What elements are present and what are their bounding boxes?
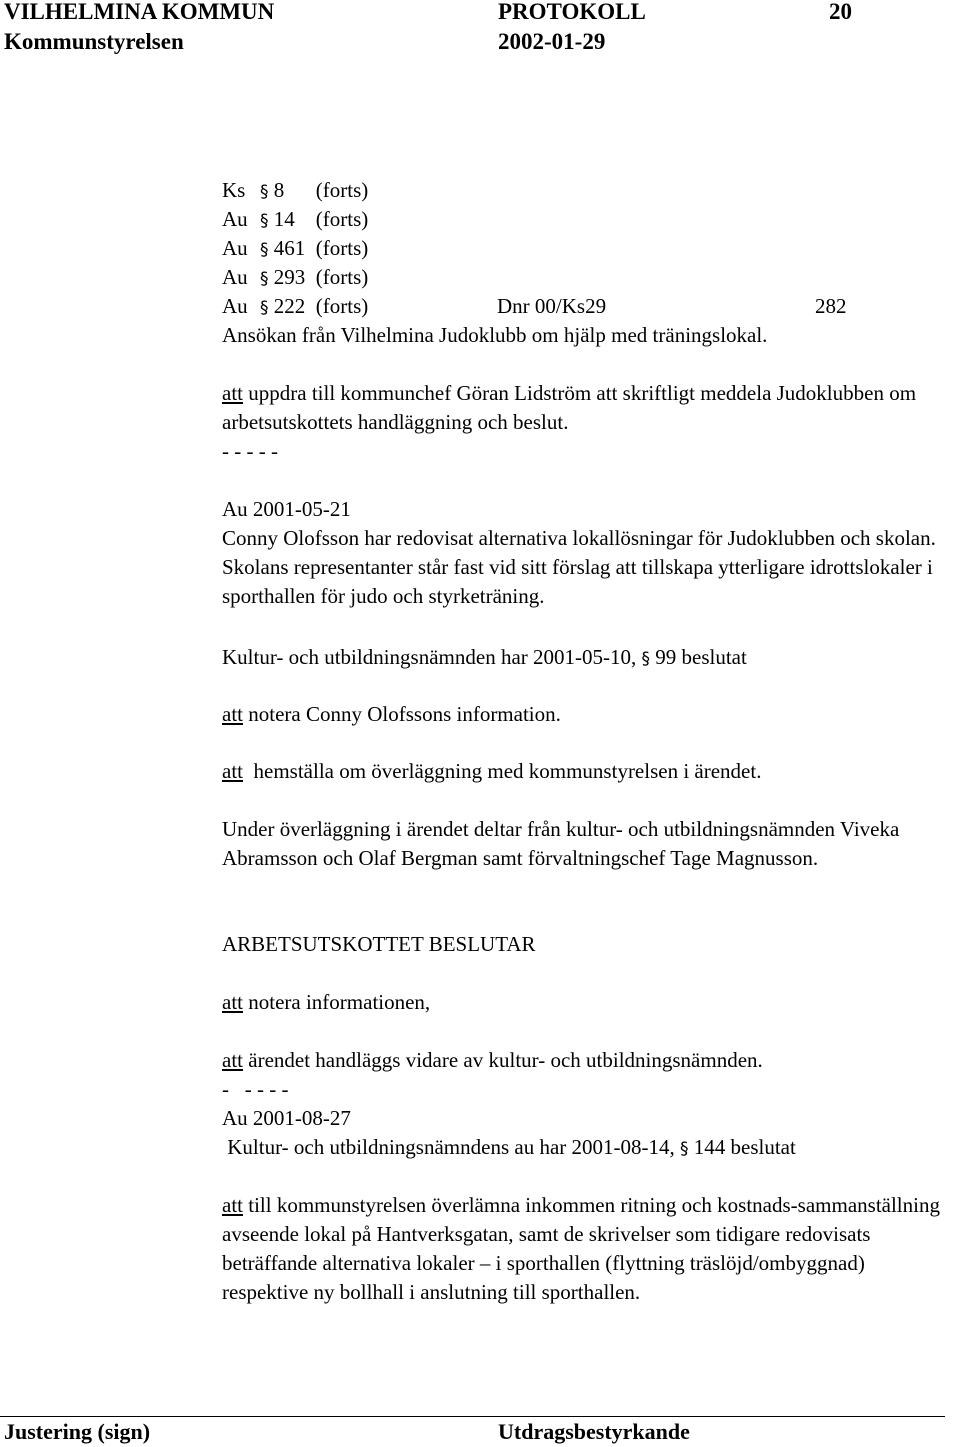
ref-label: Ks xyxy=(222,178,246,202)
att-item xyxy=(222,757,761,786)
att-text: till kommunstyrelsen överlämna inkommen ritning och kostnads-sammanställning avseende lokal på Hantverksgatan, samt de skrivelser som tidigare redovisats beträffande alternativa lokaler – i sporthallen (flyttning träslöjd/ombyggnad) respektive ny bollhall i anslutning till sporthallen. xyxy=(222,1193,940,1304)
ref-line xyxy=(222,263,368,294)
ref-number: 14 xyxy=(273,207,295,231)
dnr: Dnr 00/Ks29 xyxy=(497,294,607,318)
decision-text: uppdra till kommunchef Göran Lidström att skriftligt meddela Judoklubben om arbetsutskottets handläggning och beslut. xyxy=(222,381,917,434)
decision-1 xyxy=(222,379,958,437)
att-text: notera Conny Olofssons information. xyxy=(243,702,561,726)
kun-decision: 99 beslutat xyxy=(655,645,747,669)
section-sign-icon: § xyxy=(260,269,269,289)
ref-note: (forts) xyxy=(315,265,369,289)
section-sign-icon: § xyxy=(680,1139,689,1159)
section-sign-icon: § xyxy=(260,298,269,318)
section-sign-icon: § xyxy=(260,211,269,231)
ref-number: 222 xyxy=(273,294,306,318)
att-keyword: att xyxy=(222,381,243,405)
separator: - - - - - xyxy=(222,439,278,463)
kun-text: Kultur- och utbildningsnämndens au har 2001-08-14, xyxy=(222,1135,675,1159)
footer-utdragsbestyrkande: Utdragsbestyrkande xyxy=(498,1419,690,1444)
att-item xyxy=(222,1046,763,1075)
ref-note: (forts) xyxy=(315,207,369,231)
att-item xyxy=(222,988,430,1017)
att-keyword: att xyxy=(222,1048,243,1072)
header-doc-type: PROTOKOLL xyxy=(498,0,646,24)
section-sign-icon: § xyxy=(641,649,651,669)
ref-number: 293 xyxy=(273,265,306,289)
meeting-heading: Au 2001-08-27 xyxy=(222,1106,351,1130)
separator: - - - - - xyxy=(222,1077,289,1101)
section-sign-icon: § xyxy=(260,182,269,202)
att-text: ärendet handläggs vidare av kultur- och utbildningsnämnden. xyxy=(243,1048,763,1072)
att-text: notera informationen, xyxy=(243,990,431,1014)
ref-label: Au xyxy=(222,236,248,260)
header-date: 2002-01-29 xyxy=(498,29,606,54)
ref-label: Au xyxy=(222,294,248,318)
ref-number: 8 xyxy=(273,178,285,202)
ref-line xyxy=(222,234,368,265)
att-item xyxy=(222,700,561,729)
signature-rule xyxy=(0,1416,945,1417)
ref-label: Au xyxy=(222,207,248,231)
kun-decision: 144 beslutat xyxy=(693,1135,796,1159)
meeting-paragraph: Conny Olofsson har redovisat alternativa lokallösningar för Judoklubben och skolan. Skolans representanter står fast vid sitt förslag att tillskapa ytterligare idrottslokaler i sporthallen för judo och styrketräning. xyxy=(222,526,936,608)
header-body: Kommunstyrelsen xyxy=(4,29,184,54)
att-keyword: att xyxy=(222,1193,243,1217)
section-sign-icon: § xyxy=(260,240,269,260)
ref-label: Au xyxy=(222,265,248,289)
header-page-number: 20 xyxy=(829,0,852,24)
kun-line xyxy=(222,643,747,674)
discussion-paragraph: Under överläggning i ärendet deltar från kultur- och utbildningsnämnden Viveka Abramsson och Olaf Bergman samt förvaltningschef Tage Magnusson. xyxy=(222,817,900,870)
ref-line xyxy=(222,205,368,236)
ref-number: 461 xyxy=(273,236,306,260)
ref-note: (forts) xyxy=(315,236,369,260)
att-text: hemställa om överläggning med kommunstyrelsen i ärendet. xyxy=(243,759,762,783)
header-org: VILHELMINA KOMMUN xyxy=(4,0,275,24)
kun-line xyxy=(222,1133,796,1164)
att-item xyxy=(222,1191,942,1307)
resolution-heading: ARBETSUTSKOTTET BESLUTAR xyxy=(222,932,536,956)
ref-line xyxy=(222,176,368,207)
ref-note: (forts) xyxy=(315,178,369,202)
att-keyword: att xyxy=(222,702,243,726)
subject: Ansökan från Vilhelmina Judoklubb om hjälp med träningslokal. xyxy=(222,323,768,347)
att-keyword: att xyxy=(222,990,243,1014)
dnr-page: 282 xyxy=(815,294,847,318)
att-keyword: att xyxy=(222,759,243,783)
ref-line xyxy=(222,292,368,323)
footer-justering: Justering (sign) xyxy=(4,1419,151,1444)
kun-text: Kultur- och utbildningsnämnden har 2001-05-10, xyxy=(222,645,637,669)
ref-note: (forts) xyxy=(315,294,369,318)
meeting-heading: Au 2001-05-21 xyxy=(222,497,351,521)
